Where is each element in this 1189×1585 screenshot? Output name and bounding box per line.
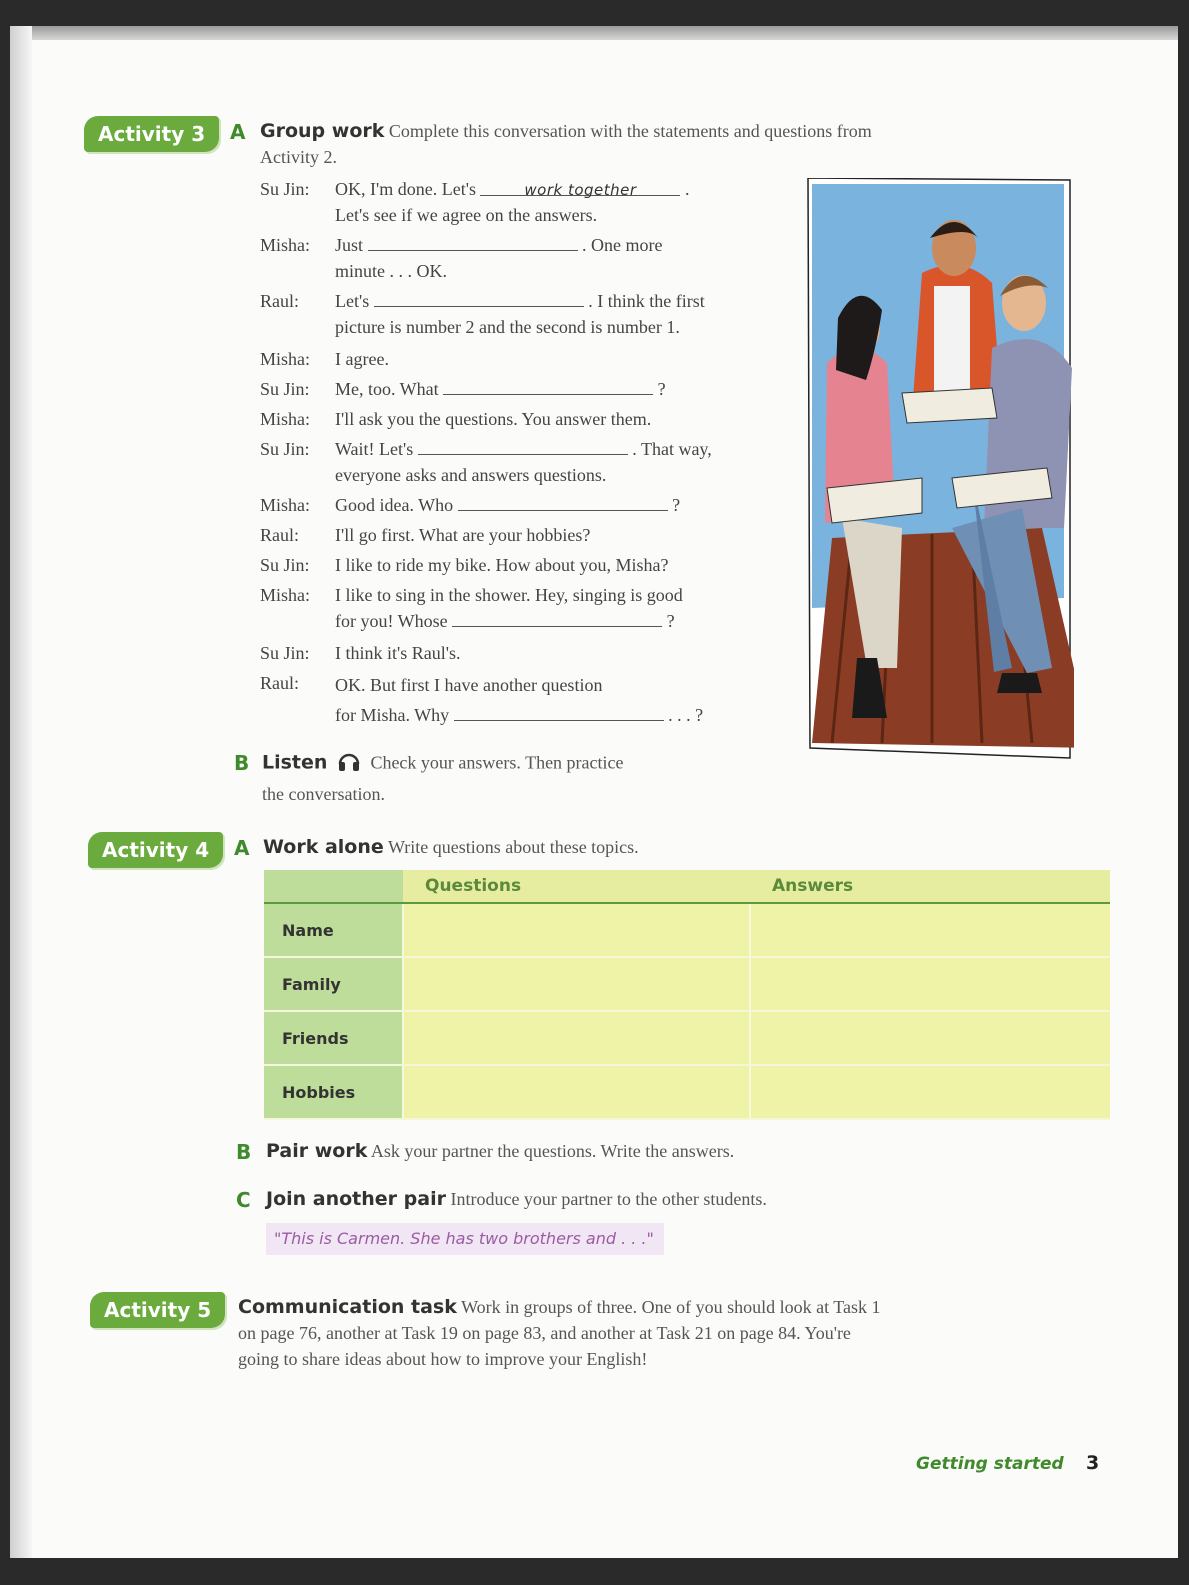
activity-4-b-text: Ask your partner the questions. Write the answers. — [370, 1141, 735, 1161]
column-header-answers: Answers — [750, 870, 1110, 903]
line-text-after: . I think the first — [588, 291, 705, 311]
speaker-name: Su Jin: — [260, 643, 310, 663]
activity-3-a-instructions — [260, 118, 1000, 170]
line-text-before: Wait! Let's — [335, 439, 414, 459]
table-corner — [264, 870, 403, 903]
row-label: Name — [264, 903, 403, 957]
activity-3-b-heading: Listen — [262, 751, 328, 774]
line-text-continued: picture is number 2 and the second is number 1. — [335, 317, 680, 337]
row-label: Hobbies — [264, 1065, 403, 1119]
speaker-name: Misha: — [260, 349, 311, 369]
table-row — [264, 1065, 1110, 1119]
speaker-name: Su Jin: — [260, 379, 310, 399]
activity-4-c-instructions — [266, 1186, 966, 1212]
line-text-continued: Let's see if we agree on the answers. — [335, 205, 598, 225]
page-number: 3 — [1086, 1452, 1100, 1474]
activity-4-c-heading: Join another pair — [266, 1188, 446, 1210]
answer-blank[interactable] — [458, 492, 668, 511]
activity-3-b-letter: B — [234, 751, 250, 775]
speaker-name: Raul: — [260, 673, 299, 693]
example-quote: "This is Carmen. She has two brothers and . . ." — [266, 1223, 664, 1255]
activity-5-heading: Communication task — [238, 1296, 457, 1318]
page-spine-shadow — [10, 26, 32, 1558]
line-text-before: OK. But first I have another question — [335, 675, 603, 695]
activity-3-a-text-2: Activity 2. — [260, 147, 337, 167]
activity-4-a-text: Write questions about these topics. — [387, 837, 639, 857]
activity-5-text-3: going to share ideas about how to improve your English! — [238, 1349, 648, 1369]
activity-5-instructions — [238, 1294, 1008, 1372]
line-text-after: . — [684, 179, 690, 199]
students-illustration — [802, 178, 1074, 768]
answer-cell[interactable] — [750, 1011, 1110, 1065]
line-text-before: OK, I'm done. Let's — [335, 179, 476, 199]
line-text-before: Good idea. Who — [335, 495, 454, 515]
activity-4-a-instructions — [263, 834, 963, 860]
line-text-before: Just — [335, 235, 364, 255]
line-text-after: ? — [666, 611, 675, 631]
activity-4-b-heading: Pair work — [266, 1140, 368, 1162]
line-text — [335, 376, 765, 402]
activity-4-c-letter: C — [236, 1188, 251, 1212]
line-text-continued: minute . . . OK. — [335, 261, 447, 281]
speaker-name: Raul: — [260, 291, 299, 311]
activity-5-text: Work in groups of three. One of you should look at Task 1 — [461, 1297, 881, 1317]
question-cell[interactable] — [403, 957, 750, 1011]
textbook-page — [10, 26, 1178, 1558]
line-text-before: Me, too. What — [335, 379, 439, 399]
answer-cell[interactable] — [750, 957, 1110, 1011]
line-text — [335, 670, 765, 730]
line-text — [335, 232, 765, 284]
activity-5-tab: Activity 5 — [90, 1292, 225, 1328]
speaker-name: Su Jin: — [260, 179, 310, 199]
activity-4-c-text: Introduce your partner to the other students. — [450, 1189, 767, 1209]
students-illustration-svg — [802, 178, 1074, 768]
activity-3-b-text: Check your answers. Then practice — [370, 752, 624, 773]
answer-cell[interactable] — [750, 903, 1110, 957]
speaker-name: Su Jin: — [260, 555, 310, 575]
line-text: I like to ride my bike. How about you, Misha? — [335, 555, 669, 575]
question-cell[interactable] — [403, 903, 750, 957]
question-cell[interactable] — [403, 1065, 750, 1119]
table-row — [264, 1011, 1110, 1065]
answer-blank[interactable] — [374, 288, 584, 307]
topics-table — [264, 870, 1110, 1120]
table-row — [264, 957, 1110, 1011]
line-text-before: I like to sing in the shower. Hey, singing is good — [335, 585, 683, 605]
line-text — [335, 492, 765, 518]
line-text-continued: everyone asks and answers questions. — [335, 465, 607, 485]
line-text-after: ? — [672, 495, 681, 515]
activity-4-b-instructions — [266, 1138, 966, 1164]
activity-3-a-letter: A — [230, 120, 246, 144]
line-text-after: . That way, — [632, 439, 712, 459]
line-text-continued: for you! Whose — [335, 611, 448, 631]
line-text-after: . One more — [582, 235, 663, 255]
activity-3-b-text-2: the conversation. — [262, 784, 385, 804]
page-top-edge — [10, 26, 1178, 40]
line-text: I'll ask you the questions. You answer them. — [335, 409, 652, 429]
activity-3-tab: Activity 3 — [84, 116, 219, 152]
answer-blank[interactable] — [368, 232, 578, 251]
row-label: Friends — [264, 1011, 403, 1065]
speaker-name: Misha: — [260, 235, 311, 255]
line-text-continued: for Misha. Why — [335, 705, 450, 725]
speaker-name: Misha: — [260, 495, 311, 515]
speaker-name: Misha: — [260, 585, 311, 605]
speaker-name: Raul: — [260, 525, 299, 545]
table-row — [264, 903, 1110, 957]
answer-blank[interactable] — [443, 376, 653, 395]
table-header-row — [264, 870, 1110, 903]
line-text-after: . . . ? — [668, 705, 704, 725]
line-text: I'll go first. What are your hobbies? — [335, 525, 591, 545]
answer-blank[interactable] — [452, 608, 662, 627]
line-text-after: ? — [657, 379, 666, 399]
line-text: I agree. — [335, 349, 389, 369]
activity-4-tab: Activity 4 — [88, 832, 223, 868]
line-text — [335, 582, 765, 634]
unit-title: Getting started — [916, 1454, 1064, 1474]
headphones-icon[interactable] — [336, 748, 362, 781]
activity-3-b-instructions — [262, 748, 742, 807]
activity-4-a-letter: A — [234, 836, 250, 860]
row-label: Family — [264, 957, 403, 1011]
activity-5-text-2: on page 76, another at Task 19 on page 83, and another at Task 21 on page 84. You're — [238, 1323, 851, 1343]
line-text — [335, 436, 765, 488]
line-text: I think it's Raul's. — [335, 643, 461, 663]
activity-3-a-heading: Group work — [260, 120, 385, 142]
question-cell[interactable] — [403, 1011, 750, 1065]
speaker-name: Misha: — [260, 409, 311, 429]
speaker-name: Su Jin: — [260, 439, 310, 459]
answer-cell[interactable] — [750, 1065, 1110, 1119]
answer-blank[interactable]: work together — [480, 177, 680, 196]
answer-blank[interactable] — [454, 702, 664, 721]
activity-3-a-text: Complete this conversation with the statements and questions from — [388, 121, 872, 141]
column-header-questions: Questions — [403, 870, 750, 903]
answer-blank[interactable] — [418, 436, 628, 455]
line-text-before: Let's — [335, 291, 370, 311]
activity-4-b-letter: B — [236, 1140, 252, 1164]
activity-4-a-heading: Work alone — [263, 836, 384, 858]
line-text — [335, 176, 765, 228]
line-text — [335, 288, 765, 340]
